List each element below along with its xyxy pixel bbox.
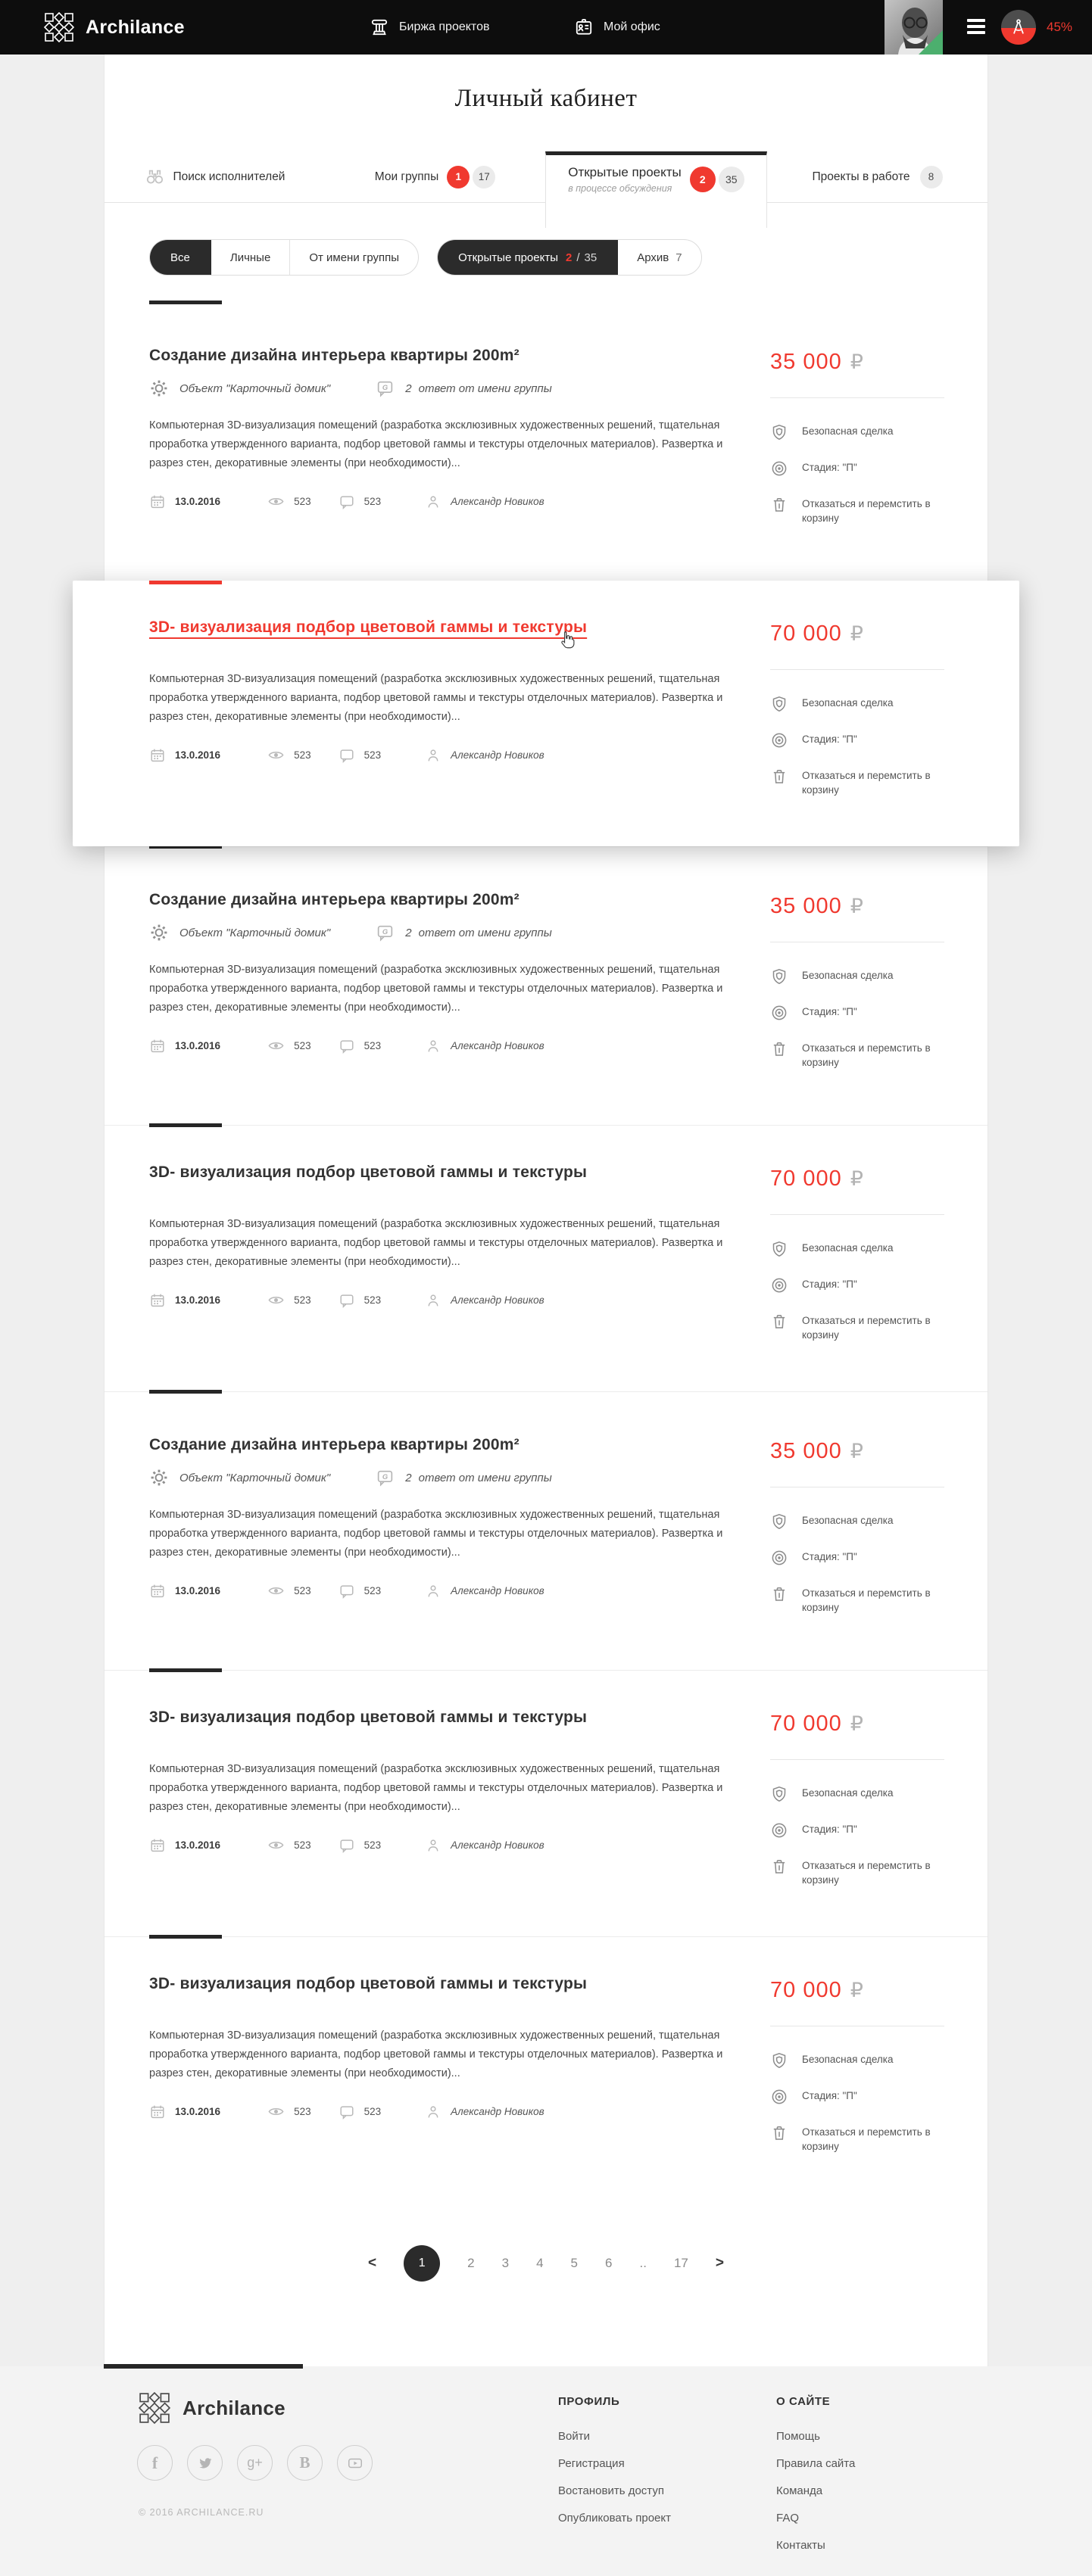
trash-icon — [770, 1858, 788, 1876]
social-links — [137, 2445, 373, 2481]
target-icon — [770, 1276, 788, 1294]
project-object-link[interactable]: Объект "Карточный домик" — [179, 382, 331, 395]
comments-icon — [339, 1583, 355, 1599]
stage-action[interactable] — [770, 2089, 944, 2106]
views-icon — [267, 746, 285, 764]
comments-icon — [339, 1837, 355, 1854]
price-value: 35 000 — [770, 1439, 842, 1463]
group-reply-icon — [376, 924, 395, 942]
nav-project-exchange[interactable] — [370, 0, 489, 55]
price-value: 35 000 — [770, 350, 842, 374]
divider — [770, 1759, 944, 1760]
group-reply-icon — [376, 379, 395, 398]
project-stats — [149, 1582, 750, 1599]
action-label: Безопасная сделка — [802, 425, 894, 437]
tab-label: Открытые проекты — [568, 164, 682, 179]
views-count: 523 — [294, 1839, 311, 1851]
project-description: Компьютерная 3D-визуализация помещений (разработка эксклюзивных художественных решений, тщательная проработка утвержденного варианта, подбор цветовой гаммы и текстуры отделочных материалов). Развертка и разрез стен, декоративные элементы (при необходимости)... — [149, 964, 723, 1014]
user-avatar[interactable] — [885, 0, 943, 55]
project-date: 13.0.2016 — [175, 2106, 221, 2117]
filter-archive[interactable]: Архив 7 — [637, 251, 682, 264]
page-17[interactable]: 17 — [673, 2256, 688, 2270]
decline-action[interactable] — [770, 768, 944, 797]
safe-deal-action[interactable] — [770, 2052, 944, 2070]
footer-brand[interactable] — [139, 2392, 285, 2424]
tab-label: Мои группы — [374, 170, 439, 183]
footer — [0, 2366, 1092, 2576]
project-title-link[interactable]: Создание дизайна интерьера квартиры 200m² — [149, 891, 519, 908]
footer-column-about — [776, 2395, 855, 2559]
action-label: Отказаться и перемстить в корзину — [802, 498, 931, 524]
footer-link-login[interactable]: Войти — [558, 2430, 590, 2443]
price-value: 70 000 — [770, 621, 842, 646]
profile-progress-icon[interactable] — [1001, 10, 1036, 45]
safe-deal-action[interactable] — [770, 1513, 944, 1531]
tab-projects-in-progress[interactable] — [767, 151, 987, 203]
tab-sublabel: в процессе обсуждения — [568, 182, 672, 194]
decline-action[interactable] — [770, 1313, 944, 1342]
comments-count: 523 — [363, 2106, 382, 2117]
main-panel — [104, 55, 988, 2366]
stage-action[interactable] — [770, 732, 944, 749]
decline-action[interactable] — [770, 1586, 944, 1615]
stage-action[interactable] — [770, 1005, 944, 1022]
author-icon — [425, 1837, 441, 1854]
footer-link-rules[interactable]: Правила сайта — [776, 2457, 856, 2470]
project-price — [770, 350, 944, 375]
author-icon — [425, 747, 441, 764]
project-author-link[interactable]: Александр Новиков — [451, 749, 544, 761]
project-card[interactable] — [105, 1936, 987, 2203]
stage-action[interactable] — [770, 1550, 944, 1567]
project-title-link[interactable]: Создание дизайна интерьера квартиры 200m² — [149, 347, 519, 364]
project-stats — [149, 1291, 750, 1309]
stage-action[interactable] — [770, 1822, 944, 1839]
footer-link-help[interactable]: Помощь — [776, 2430, 820, 2443]
gear-icon — [149, 923, 169, 942]
badge-card-icon — [574, 17, 594, 37]
trash-icon — [770, 1585, 788, 1603]
comments-count: 523 — [363, 1585, 382, 1596]
tab-open-projects[interactable] — [545, 151, 767, 228]
project-date: 13.0.2016 — [175, 1839, 221, 1851]
target-icon — [770, 2088, 788, 2106]
project-date: 13.0.2016 — [175, 749, 221, 761]
project-price — [770, 1439, 944, 1464]
project-price — [770, 894, 944, 919]
footer-brand-name: Archilance — [183, 2396, 285, 2419]
total-count-badge: 35 — [719, 167, 744, 192]
project-card[interactable] — [105, 303, 987, 581]
price-value: 70 000 — [770, 1167, 842, 1191]
filter-open-projects[interactable]: Открытые проекты 2 / 35 — [437, 239, 618, 276]
project-card[interactable] — [105, 846, 987, 1125]
group-reply-count: 2 — [405, 926, 412, 939]
project-date: 13.0.2016 — [175, 1585, 221, 1596]
footer-link-contacts[interactable]: Контакты — [776, 2539, 825, 2552]
decline-action[interactable] — [770, 1041, 944, 1070]
comments-count: 523 — [363, 1040, 382, 1051]
twitter-icon[interactable] — [187, 2445, 223, 2481]
trash-icon — [770, 2124, 788, 2142]
action-label: Отказаться и перемстить в корзину — [802, 1587, 931, 1613]
facebook-icon[interactable]: f — [137, 2445, 173, 2481]
shield-icon — [770, 1240, 788, 1258]
project-author-link[interactable]: Александр Новиков — [451, 1294, 544, 1306]
svg-text:G: G — [382, 927, 388, 936]
gear-icon — [149, 1468, 169, 1487]
archive-count: 7 — [675, 251, 682, 264]
footer-link-publish-project[interactable]: Опубликовать проект — [558, 2512, 671, 2525]
trash-icon — [770, 768, 788, 786]
project-meta — [149, 923, 750, 942]
price-value: 70 000 — [770, 1978, 842, 2002]
shield-icon — [770, 967, 788, 986]
behance-icon[interactable]: B — [287, 2445, 323, 2481]
youtube-icon[interactable] — [337, 2445, 373, 2481]
decline-action[interactable] — [770, 1858, 944, 1887]
calendar-icon — [149, 494, 166, 510]
action-label: Отказаться и перемстить в корзину — [802, 770, 931, 796]
prev-page-button[interactable]: < — [368, 2255, 377, 2271]
filter-personal[interactable]: Личные — [211, 240, 290, 275]
filter-on-behalf-of-group[interactable]: От имени группы — [309, 251, 400, 264]
binoculars-icon — [145, 167, 165, 187]
column-icon — [370, 17, 389, 37]
target-icon — [770, 1549, 788, 1567]
cursor-hand-icon — [557, 629, 578, 652]
decline-action[interactable] — [770, 497, 944, 525]
project-meta — [149, 1468, 750, 1487]
views-count: 523 — [294, 749, 311, 761]
comments-icon — [339, 494, 355, 510]
footer-link-team[interactable]: Команда — [776, 2484, 823, 2497]
author-icon — [425, 1292, 441, 1309]
project-author-link[interactable]: Александр Новиков — [451, 1585, 544, 1596]
comments-icon — [339, 1038, 355, 1054]
project-price — [770, 1712, 944, 1737]
group-reply-label: ответ от имени группы — [418, 926, 552, 939]
views-icon — [267, 1836, 285, 1854]
tab-label: Проекты в работе — [812, 170, 910, 183]
project-price — [770, 1167, 944, 1191]
trash-icon — [770, 496, 788, 514]
project-meta — [149, 378, 750, 398]
target-icon — [770, 731, 788, 749]
top-bar — [0, 0, 1092, 55]
project-title-link[interactable]: 3D- визуализация подбор цветовой гаммы и текстуры — [149, 1163, 588, 1181]
nav-label: Мой офис — [604, 20, 660, 33]
action-label: Безопасная сделка — [802, 2054, 894, 2065]
archilance-logo-icon — [139, 2392, 170, 2424]
svg-text:G: G — [382, 1472, 388, 1481]
project-stats — [149, 493, 750, 510]
footer-link-restore-access[interactable]: Востановить доступ — [558, 2484, 664, 2497]
shield-icon — [770, 1785, 788, 1803]
total-count-badge: 17 — [473, 166, 495, 188]
trash-icon — [770, 1313, 788, 1331]
views-count: 523 — [294, 1294, 311, 1306]
footer-column-profile — [558, 2395, 671, 2532]
profile-progress-value: 45% — [1047, 20, 1073, 34]
shield-icon — [770, 2051, 788, 2070]
tab-my-groups[interactable] — [325, 151, 545, 203]
target-icon — [770, 1004, 788, 1022]
project-list — [105, 303, 987, 2203]
page-3[interactable]: 3 — [501, 2256, 510, 2270]
action-label: Стадия: "П" — [802, 462, 857, 473]
project-title-link[interactable]: 3D- визуализация подбор цветовой гаммы и текстуры — [149, 1975, 588, 1992]
brand[interactable] — [44, 0, 185, 55]
project-date: 13.0.2016 — [175, 1294, 221, 1306]
calendar-icon — [149, 1038, 166, 1054]
trash-icon — [770, 1040, 788, 1058]
project-card[interactable] — [105, 1125, 987, 1391]
shield-icon — [770, 423, 788, 441]
action-label: Стадия: "П" — [802, 1279, 857, 1290]
project-card[interactable] — [105, 1391, 987, 1670]
divider — [770, 397, 944, 398]
action-label: Стадия: "П" — [802, 1824, 857, 1835]
comments-count: 523 — [363, 496, 382, 507]
page-1-active[interactable]: 1 — [404, 2245, 440, 2282]
views-icon — [267, 493, 285, 510]
author-icon — [425, 2104, 441, 2120]
copyright: © 2016 ARCHILANCE.RU — [139, 2507, 264, 2518]
action-label: Стадия: "П" — [802, 2090, 857, 2101]
next-page-button[interactable]: > — [715, 2255, 724, 2271]
views-icon — [267, 1582, 285, 1599]
project-stats — [149, 1037, 750, 1054]
calendar-icon — [149, 1583, 166, 1599]
views-count: 523 — [294, 1040, 311, 1051]
tab-search-performers[interactable] — [105, 151, 325, 203]
project-description: Компьютерная 3D-визуализация помещений (разработка эксклюзивных художественных решений, тщательная проработка утвержденного варианта, подбор цветовой гаммы и текстуры отделочных материалов). Развертка и разрез стен, декоративные элементы (при необходимости)... — [149, 1763, 723, 1813]
google-plus-icon[interactable]: g+ — [237, 2445, 273, 2481]
safe-deal-action[interactable] — [770, 424, 944, 441]
shield-icon — [770, 1512, 788, 1531]
project-author-link[interactable]: Александр Новиков — [451, 1040, 544, 1051]
ruble-sign: ₽ — [850, 1440, 863, 1463]
ruble-sign: ₽ — [850, 1167, 863, 1191]
stage-action[interactable] — [770, 460, 944, 478]
filter-all[interactable]: Все — [149, 239, 211, 276]
project-stats — [149, 2103, 750, 2120]
project-date: 13.0.2016 — [175, 496, 221, 507]
new-count-badge: 2 — [690, 167, 716, 192]
state-filter — [437, 239, 702, 276]
svg-text:G: G — [382, 383, 388, 391]
calendar-icon — [149, 1837, 166, 1854]
calendar-icon — [149, 1292, 166, 1309]
author-icon — [425, 494, 441, 510]
author-icon — [425, 1583, 441, 1599]
page-title: Личный кабинет — [454, 85, 638, 112]
views-count: 523 — [294, 2106, 311, 2117]
group-reply-count: 2 — [405, 382, 412, 395]
action-label: Отказаться и перемстить в корзину — [802, 1860, 931, 1886]
price-value: 70 000 — [770, 1712, 842, 1736]
action-label: Стадия: "П" — [802, 1006, 857, 1017]
calendar-icon — [149, 2104, 166, 2120]
target-icon — [770, 1821, 788, 1839]
stage-action[interactable] — [770, 1277, 944, 1294]
group-reply-label: ответ от имени группы — [418, 1471, 552, 1484]
project-date: 13.0.2016 — [175, 1040, 221, 1051]
comments-icon — [339, 747, 355, 764]
project-description: Компьютерная 3D-визуализация помещений (разработка эксклюзивных художественных решений, тщательная проработка утвержденного варианта, подбор цветовой гаммы и текстуры отделочных материалов). Развертка и разрез стен, декоративные элементы (при необходимости)... — [149, 1509, 723, 1559]
views-count: 523 — [294, 496, 311, 507]
project-description: Компьютерная 3D-визуализация помещений (разработка эксклюзивных художественных решений, тщательная проработка утвержденного варианта, подбор цветовой гаммы и текстуры отделочных материалов). Развертка и разрез стен, декоративные элементы (при необходимости)... — [149, 1218, 723, 1268]
comments-count: 523 — [363, 749, 382, 761]
action-label: Стадия: "П" — [802, 1551, 857, 1562]
tabs — [105, 151, 987, 203]
group-reply-count: 2 — [405, 1471, 412, 1484]
action-label: Стадия: "П" — [802, 734, 857, 745]
project-stats — [149, 746, 750, 764]
project-title-link[interactable]: Создание дизайна интерьера квартиры 200m² — [149, 1436, 519, 1453]
safe-deal-action[interactable] — [770, 968, 944, 986]
new-count-badge: 1 — [447, 166, 470, 188]
footer-column-title: О САЙТЕ — [776, 2395, 831, 2408]
project-price — [770, 1978, 944, 2003]
comments-icon — [339, 1292, 355, 1309]
views-icon — [267, 2103, 285, 2120]
decline-action[interactable] — [770, 2125, 944, 2154]
nav-my-office[interactable] — [574, 0, 660, 55]
price-value: 35 000 — [770, 894, 842, 918]
ruble-sign: ₽ — [850, 1979, 863, 2002]
ruble-sign: ₽ — [850, 350, 863, 374]
page-5[interactable]: 5 — [570, 2256, 579, 2270]
ruble-sign: ₽ — [850, 895, 863, 918]
total-count-badge: 8 — [920, 166, 943, 188]
tab-label: Поиск исполнителей — [173, 170, 285, 183]
ruble-sign: ₽ — [850, 622, 863, 646]
comments-count: 523 — [363, 1294, 382, 1306]
brand-name: Archilance — [86, 16, 185, 38]
archilance-logo-icon — [44, 12, 74, 42]
open-new-count: 2 — [565, 251, 573, 264]
project-object-link[interactable]: Объект "Карточный домик" — [179, 1471, 331, 1484]
divider — [770, 1214, 944, 1215]
comments-count: 523 — [363, 1839, 382, 1851]
project-author-link[interactable]: Александр Новиков — [451, 496, 544, 507]
action-label: Безопасная сделка — [802, 697, 894, 709]
safe-deal-action[interactable] — [770, 696, 944, 713]
page-ellipsis: .. — [639, 2256, 647, 2270]
action-label: Безопасная сделка — [802, 1787, 894, 1799]
footer-link-faq[interactable]: FAQ — [776, 2512, 800, 2525]
nav-label: Биржа проектов — [399, 20, 490, 33]
project-title-link[interactable]: 3D- визуализация подбор цветовой гаммы и текстуры — [149, 618, 588, 636]
action-label: Отказаться и перемстить в корзину — [802, 1315, 931, 1341]
target-icon — [770, 459, 788, 478]
project-card[interactable] — [105, 1670, 987, 1936]
author-icon — [425, 1038, 441, 1054]
project-description: Компьютерная 3D-визуализация помещений (разработка эксклюзивных художественных решений, тщательная проработка утвержденного варианта, подбор цветовой гаммы и текстуры отделочных материалов). Развертка и разрез стен, декоративные элементы (при необходимости)... — [149, 2029, 723, 2079]
project-object-link[interactable]: Объект "Карточный домик" — [179, 926, 331, 939]
project-card[interactable] — [73, 581, 1019, 846]
project-description: Компьютерная 3D-визуализация помещений (разработка эксклюзивных художественных решений, тщательная проработка утвержденного варианта, подбор цветовой гаммы и текстуры отделочных материалов). Развертка и разрез стен, декоративные элементы (при необходимости)... — [149, 673, 723, 723]
action-label: Отказаться и перемстить в корзину — [802, 2126, 931, 2152]
open-total-count: 35 — [584, 251, 597, 264]
group-reply-icon — [376, 1469, 395, 1487]
calendar-icon — [149, 747, 166, 764]
ruble-sign: ₽ — [850, 1712, 863, 1736]
page-2[interactable]: 2 — [467, 2256, 475, 2270]
project-price — [770, 621, 944, 646]
action-label: Отказаться и перемстить в корзину — [802, 1042, 931, 1068]
project-title-link[interactable]: 3D- визуализация подбор цветовой гаммы и текстуры — [149, 1709, 588, 1726]
safe-deal-action[interactable] — [770, 1241, 944, 1258]
project-author-link[interactable]: Александр Новиков — [451, 1839, 544, 1851]
shield-icon — [770, 695, 788, 713]
menu-icon[interactable] — [967, 19, 985, 37]
group-reply-label: ответ от имени группы — [418, 382, 552, 395]
action-label: Безопасная сделка — [802, 1515, 894, 1526]
footer-link-register[interactable]: Регистрация — [558, 2457, 625, 2470]
safe-deal-action[interactable] — [770, 1786, 944, 1803]
action-label: Безопасная сделка — [802, 1242, 894, 1254]
project-stats — [149, 1836, 750, 1854]
project-author-link[interactable]: Александр Новиков — [451, 2106, 544, 2117]
views-count: 523 — [294, 1585, 311, 1596]
pagination — [105, 2245, 987, 2366]
footer-column-title: ПРОФИЛЬ — [558, 2395, 620, 2408]
views-icon — [267, 1037, 285, 1054]
gear-icon — [149, 378, 169, 398]
views-icon — [267, 1291, 285, 1309]
page-4[interactable]: 4 — [536, 2256, 544, 2270]
scope-filter — [149, 239, 419, 276]
project-description: Компьютерная 3D-визуализация помещений (разработка эксклюзивных художественных решений, тщательная проработка утвержденного варианта, подбор цветовой гаммы и текстуры отделочных материалов). Развертка и разрез стен, декоративные элементы (при необходимости)... — [149, 419, 723, 469]
comments-icon — [339, 2104, 355, 2120]
action-label: Безопасная сделка — [802, 970, 894, 981]
page-head — [105, 55, 987, 151]
divider — [770, 669, 944, 670]
page-6[interactable]: 6 — [605, 2256, 613, 2270]
